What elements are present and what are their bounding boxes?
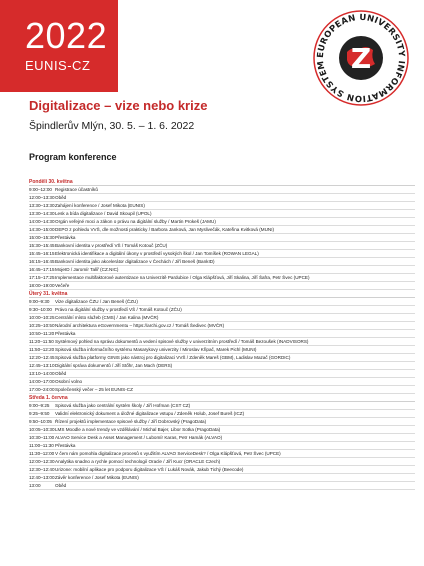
schedule-item: Systémový pohled na správu dokumentů a vedení spisové služby v univerzitním prostředí / Tomáš Bezoušek (INADVISORS) — [55, 339, 309, 344]
day-heading: Středa 1. června — [29, 394, 415, 402]
schedule-row — [29, 274, 415, 282]
schedule-time: 13:00 — [29, 483, 41, 488]
event-name: EUNIS-CZ — [25, 58, 91, 73]
schedule-time: 9:00–9:25 — [29, 403, 50, 408]
schedule-time: 13:10–14:00 — [29, 371, 55, 376]
schedule-row — [29, 402, 415, 410]
schedule-row — [29, 202, 415, 210]
schedule-row — [29, 370, 415, 378]
schedule-item: Bankovní identita v prostředí VŠ / Tomáš Kotouč (ZČU) — [55, 243, 168, 248]
schedule-item: Národní architektura eGovernmentu – https://archi.gov.cz / Tomáš Šedivec (MVČR) — [55, 323, 225, 328]
conference-title: Digitalizace – vize nebo krize — [29, 98, 208, 113]
schedule-time: 10:25–10:50 — [29, 323, 55, 328]
schedule-item: Spisová služba platformy GINIS jako nástroj pro digitalizaci VVŠ / Zdeněk Mareš (GBM), Ladislav Mazač (GORDIC) — [55, 355, 291, 360]
schedule-item: Přestávka — [55, 331, 76, 336]
schedule-time: 15:30–15:45 — [29, 243, 55, 248]
logo-letter: Z — [350, 42, 372, 75]
schedule-time: 9:50–10:05 — [29, 419, 52, 424]
schedule-item: Bankovní identita jako akcelerátor digitalizace v Čechách / Jiří Beneš (BankID) — [55, 259, 215, 264]
schedule-item: Večeře — [55, 283, 70, 288]
schedule-time: 18:00–19:00 — [29, 283, 55, 288]
schedule-row — [29, 186, 415, 194]
schedule-row — [29, 234, 415, 242]
schedule-item: Centrální místo služeb (CMS) / Jan Kalina (MVČR) — [55, 315, 159, 320]
schedule-row — [29, 218, 415, 226]
schedule-time: 12:00–13:30 — [29, 195, 55, 200]
schedule-item: Urizone: mobilní aplikace pro podporu digitalizace VŠ / Lukáš Novák, Jakub Tichý (Beecode) — [55, 467, 244, 472]
schedule-item: Oběd — [55, 195, 67, 200]
schedule-time: 10:05–10:30 — [29, 427, 55, 432]
schedule-row — [29, 362, 415, 370]
schedule-item: Registrace účastníků — [55, 187, 98, 192]
day-heading: Úterý 31. května — [29, 290, 415, 298]
schedule-row — [29, 434, 415, 442]
schedule-row — [29, 338, 415, 346]
schedule-time: 10:30–11:00 — [29, 435, 55, 440]
schedule-row — [29, 194, 415, 202]
schedule-row — [29, 210, 415, 218]
schedule-time: 10:50–11:20 — [29, 331, 55, 336]
schedule-time: 13:30–14:30 — [29, 211, 55, 216]
schedule-time: 10:00–10:25 — [29, 315, 55, 320]
schedule-item: Lesk a bída digitalizace / David Skoupil (UPOL) — [55, 211, 152, 216]
schedule-item: Právo na digitální služby v prostředí VŠ / Tomáš Kotouč (ZČU) — [55, 307, 182, 312]
schedule-row — [29, 282, 415, 290]
schedule-time: 14:00–14:30 — [29, 219, 55, 224]
schedule-item: Osobní volno — [55, 379, 83, 384]
schedule-item: Přestávka — [55, 235, 76, 240]
schedule-time: 9:25–9:50 — [29, 411, 50, 416]
schedule-time: 13:30–13:30 — [29, 203, 55, 208]
schedule-row — [29, 426, 415, 434]
schedule-time: 9:00–9:30 — [29, 299, 50, 304]
schedule-row — [29, 242, 415, 250]
schedule-item: Elektronická identifikace a digitální úkony v prostředí vysokých škol / Jan Tomíšek (ROWAN LEGAL) — [55, 251, 259, 256]
schedule-item: Zahájení konference / Josef Mikota (EUNIS) — [55, 203, 145, 208]
schedule-time: 11:50–12:20 — [29, 347, 55, 352]
schedule-row — [29, 458, 415, 466]
schedule-item: Závěr konference / Josef Mikota (EUNIS) — [55, 475, 139, 480]
schedule-time: 12:40–13:00 — [29, 475, 55, 480]
schedule-time: 14:00–17:00 — [29, 379, 55, 384]
schedule-row — [29, 250, 415, 258]
schedule-row — [29, 410, 415, 418]
program-heading: Program konference — [29, 152, 117, 162]
event-year: 2022 — [25, 15, 108, 56]
schedule-time: 11:00–11:30 — [29, 443, 54, 448]
day-heading: Pondělí 30. května — [29, 178, 415, 186]
schedule-time: 15:45–16:15 — [29, 251, 55, 256]
schedule-row — [29, 298, 415, 306]
schedule-row — [29, 346, 415, 354]
schedule-time: 11:30–12:00 — [29, 451, 55, 456]
schedule-row — [29, 330, 415, 338]
schedule-row — [29, 466, 415, 474]
schedule-time: 16:45–17:15 — [29, 267, 55, 272]
schedule-item: Analytika snadno a rychle pomocí technologií Oracle / Jiří Kucr (ORACLE Czech) — [55, 459, 221, 464]
schedule-row — [29, 354, 415, 362]
schedule-row — [29, 322, 415, 330]
schedule-time: 12:00–12:30 — [29, 459, 55, 464]
schedule-item: Digitální správa dokumentů / Jiří Stőhr, Jan Mach (DERS) — [55, 363, 173, 368]
schedule-time: 9:30–10:00 — [29, 307, 52, 312]
schedule-row — [29, 226, 415, 234]
logo-ring-text: EUROPEAN UNIVERSITY INFORMATION SYSTEM — [315, 12, 407, 104]
schedule-time: 11:20–11:50 — [29, 339, 54, 344]
schedule-item: Společenský večer – 25 let EUNIS-CZ — [55, 387, 133, 392]
schedule-time: 17:00–24:00 — [29, 387, 55, 392]
schedule-time: 12:30–12:40 — [29, 467, 55, 472]
schedule-item: Přestávka — [55, 443, 76, 448]
schedule-time: 14:30–15:00 — [29, 227, 55, 232]
schedule-row — [29, 266, 415, 274]
schedule-time: 16:15–16:45 — [29, 259, 55, 264]
program-schedule — [29, 178, 415, 490]
schedule-item: Implementace multifaktorové autentizace na Univerzitě Pardubice / Olga Klápšťová, Jiří Skalina, Jiří Šafra, Petr Švec (UPCE) — [55, 275, 310, 280]
schedule-item: Vize digitalizace ČZU / Jan Beneš (ČZU) — [55, 299, 138, 304]
schedule-item: Spisová služba informačního systému Masarykovy univerzity / Miroslav Křipač, Marek Pichl (MUNI) — [55, 347, 257, 352]
conference-place-date: Špindlerův Mlýn, 30. 5. – 1. 6. 2022 — [29, 120, 195, 132]
eunis-logo — [309, 6, 413, 110]
schedule-item: V čem nám pomohla digitalizace procesů s využitím ALVAO ServiceDesk? / Olga Klápšťová, Petr Švec (UPCE) — [55, 451, 281, 456]
schedule-row — [29, 306, 415, 314]
schedule-time: 15:00–15:30 — [29, 235, 55, 240]
schedule-row — [29, 386, 415, 394]
schedule-row — [29, 258, 415, 266]
schedule-item: MojeID / Jaromír Talíř (CZ.NIC) — [55, 267, 119, 272]
schedule-item: ALVAO Service Desk a Asset Management / Lubomír Karas, Petr Hamák (ALVAO) — [55, 435, 223, 440]
schedule-row — [29, 418, 415, 426]
schedule-item: Validní elektronický dokument a úložné digitalizace vstupu / Zdeněk Holub, Josef Bureš (ICZ) — [55, 411, 245, 416]
schedule-item: Oběd — [55, 371, 67, 376]
schedule-row — [29, 482, 415, 490]
schedule-time: 12:20–12:45 — [29, 355, 55, 360]
schedule-row — [29, 378, 415, 386]
schedule-item: LMS Moodle a nové trendy ve vzdělávání / Michal Bajer, Libor Sotka (PragoData) — [55, 427, 221, 432]
schedule-row — [29, 450, 415, 458]
schedule-row — [29, 314, 415, 322]
schedule-item: Spisová služba jako centrální systém školy / Jiří Hofman (CST CZ) — [55, 403, 191, 408]
schedule-time: 12:45–13:10 — [29, 363, 55, 368]
schedule-time: 17:15–17:25 — [29, 275, 55, 280]
schedule-item: DEPO z pohledu VVŠ, dle možnosti prakticky / Barbora Janková, Jan Myslivečák, Kateřina Kvitková (MUNI) — [55, 227, 275, 232]
schedule-row — [29, 474, 415, 482]
event-banner — [0, 0, 118, 92]
schedule-item: Řízení projektů implementace spisové služby / Jiří Dobrovský (PragoData) — [55, 419, 207, 424]
schedule-item: Oběd — [55, 483, 67, 488]
schedule-time: 9:00–12:00 — [29, 187, 52, 192]
schedule-item: Orgán veřejné moci a zákon o právu na digitální služby / Martin Prokeš (JAMU) — [55, 219, 216, 224]
schedule-row — [29, 442, 415, 450]
